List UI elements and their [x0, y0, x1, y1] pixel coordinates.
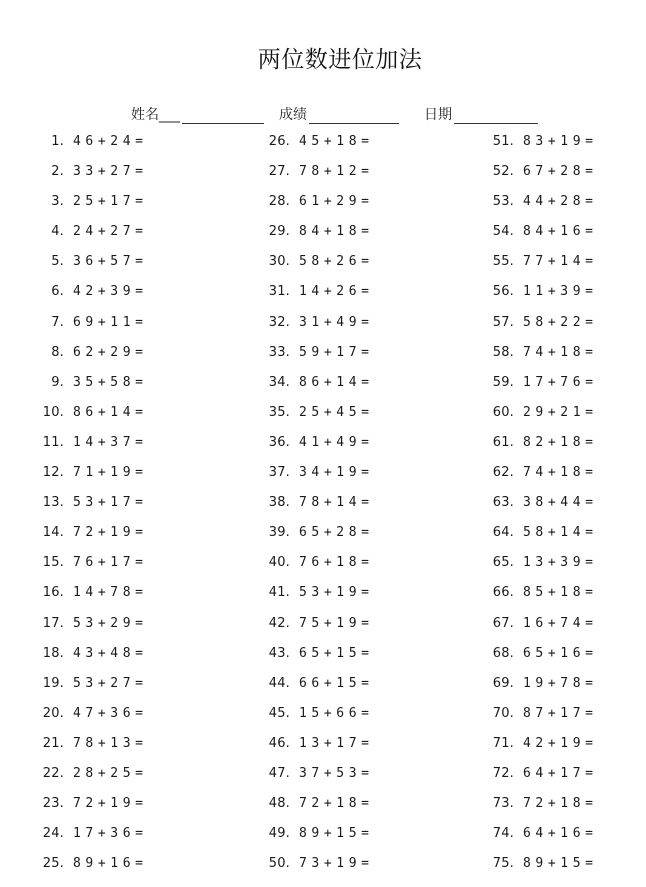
problem-row [0, 434, 180, 464]
problem-row [226, 645, 406, 675]
problem-expression: 73+19= [299, 856, 374, 872]
problem-expression: 65+15= [299, 645, 374, 661]
problem-number: 38. [268, 495, 290, 511]
problem-expression: 53+29= [73, 615, 148, 631]
problem-number: 21. [42, 735, 64, 751]
problem-expression: 46+24= [73, 134, 148, 149]
problem-row [0, 193, 180, 223]
problem-number: 37. [268, 465, 290, 481]
problem-expression: 35+58= [73, 374, 148, 390]
problem-row [226, 825, 406, 855]
problem-row [226, 283, 406, 313]
problem-expression: 74+18= [523, 465, 598, 481]
problem-number: 59. [492, 374, 514, 390]
problem-number: 47. [268, 765, 290, 781]
problem-row [0, 584, 180, 614]
problem-number: 19. [42, 675, 64, 691]
problem-number: 23. [42, 796, 64, 812]
problem-row [0, 344, 180, 374]
problem-row [226, 735, 406, 765]
problem-expression: 84+16= [523, 224, 598, 240]
problem-expression: 69+11= [73, 314, 148, 330]
problem-expression: 66+15= [299, 675, 374, 691]
problem-number: 26. [268, 134, 290, 149]
problem-expression: 16+74= [523, 615, 598, 631]
problem-expression: 87+17= [523, 705, 598, 721]
problem-row [226, 494, 406, 524]
problem-number: 14. [42, 525, 64, 541]
problem-number: 17. [42, 615, 64, 631]
problem-number: 69. [492, 675, 514, 691]
problem-number: 68. [492, 645, 514, 661]
problem-expression: 19+78= [523, 675, 598, 691]
problem-expression: 77+14= [523, 254, 598, 270]
problem-expression: 29+21= [523, 404, 598, 420]
problem-expression: 28+25= [73, 765, 148, 781]
problem-row [0, 795, 180, 825]
problem-number: 12. [42, 465, 64, 481]
problem-number: 13. [42, 495, 64, 511]
problem-number: 63. [492, 495, 514, 511]
problem-row [226, 163, 406, 193]
problem-row [450, 163, 630, 193]
date-blank-line[interactable] [454, 109, 538, 124]
problem-expression: 24+27= [73, 224, 148, 240]
problem-expression: 76+18= [299, 555, 374, 571]
problem-expression: 37+53= [299, 765, 374, 781]
problem-number: 27. [268, 164, 290, 180]
problem-expression: 13+39= [523, 555, 598, 571]
score-blank-line[interactable] [309, 109, 399, 124]
problem-number: 22. [42, 765, 64, 781]
problem-number: 28. [268, 194, 290, 210]
problem-number: 49. [268, 826, 290, 842]
problem-expression: 41+49= [299, 434, 374, 450]
problem-row [450, 554, 630, 584]
problem-number: 29. [268, 224, 290, 240]
problem-expression: 78+14= [299, 495, 374, 511]
date-label: 日期 [424, 107, 452, 123]
problem-number: 30. [268, 254, 290, 270]
problem-row [450, 344, 630, 374]
problem-expression: 58+22= [523, 314, 598, 330]
problem-row [226, 404, 406, 434]
problem-row [0, 705, 180, 735]
date-field [424, 104, 538, 124]
problem-row [0, 855, 180, 885]
problem-number: 72. [492, 765, 514, 781]
problem-expression: 62+29= [73, 344, 148, 360]
problem-number: 43. [268, 645, 290, 661]
problem-expression: 72+19= [73, 796, 148, 812]
problem-expression: 72+19= [73, 525, 148, 541]
problem-row [0, 494, 180, 524]
score-field [279, 104, 399, 124]
problem-number: 34. [268, 374, 290, 390]
problem-expression: 14+78= [73, 585, 148, 601]
problem-number: 53. [492, 194, 514, 210]
problem-number: 20. [42, 705, 64, 721]
problem-row [226, 193, 406, 223]
problem-number: 64. [492, 525, 514, 541]
problem-number: 65. [492, 555, 514, 571]
problem-number: 32. [268, 314, 290, 330]
problem-row [450, 494, 630, 524]
problem-row [0, 464, 180, 494]
problem-expression: 42+19= [523, 735, 598, 751]
problem-expression: 85+18= [523, 585, 598, 601]
problem-expression: 89+16= [73, 856, 148, 872]
problem-row [0, 675, 180, 705]
problem-row [450, 615, 630, 645]
problem-row [226, 615, 406, 645]
problem-number: 24. [42, 826, 64, 842]
problem-expression: 45+18= [299, 134, 374, 149]
problem-expression: 25+17= [73, 194, 148, 210]
problem-expression: 78+13= [73, 735, 148, 751]
score-label: 成绩 [279, 107, 307, 123]
problem-row [450, 524, 630, 554]
problem-expression: 53+27= [73, 675, 148, 691]
problem-row [450, 283, 630, 313]
problem-number: 15. [42, 555, 64, 571]
problem-row [226, 133, 406, 163]
problem-expression: 78+12= [299, 164, 374, 180]
problem-number: 33. [268, 344, 290, 360]
problem-row [450, 855, 630, 885]
problem-number: 8. [51, 344, 64, 360]
problem-row [450, 765, 630, 795]
problem-number: 35. [268, 404, 290, 420]
problem-row [226, 584, 406, 614]
problem-expression: 72+18= [299, 796, 374, 812]
problem-number: 48. [268, 796, 290, 812]
problem-expression: 86+14= [299, 374, 374, 390]
problem-row [0, 765, 180, 795]
problem-expression: 53+19= [299, 585, 374, 601]
problem-expression: 89+15= [299, 826, 374, 842]
problem-row [0, 645, 180, 675]
problem-number: 61. [492, 434, 514, 450]
problem-number: 18. [42, 645, 64, 661]
problem-number: 57. [492, 314, 514, 330]
problem-number: 5. [51, 254, 64, 270]
problem-column-2 [226, 133, 406, 885]
problem-expression: 53+17= [73, 495, 148, 511]
problem-expression: 65+16= [523, 645, 598, 661]
problem-row [0, 223, 180, 253]
problem-expression: 42+39= [73, 284, 148, 300]
problem-row [450, 584, 630, 614]
problem-expression: 86+14= [73, 404, 148, 420]
problem-number: 41. [268, 585, 290, 601]
problem-number: 40. [268, 555, 290, 571]
problem-number: 58. [492, 344, 514, 360]
problem-row [226, 524, 406, 554]
name-blank-line[interactable] [182, 109, 264, 124]
problem-column-1 [0, 133, 180, 885]
problem-expression: 38+44= [523, 495, 598, 511]
problem-row [0, 404, 180, 434]
problem-row [450, 795, 630, 825]
problem-expression: 58+26= [299, 254, 374, 270]
problem-row [226, 314, 406, 344]
problem-row [0, 615, 180, 645]
problem-row [450, 314, 630, 344]
problem-row [226, 855, 406, 885]
problem-number: 74. [492, 826, 514, 842]
problem-row [0, 374, 180, 404]
problem-expression: 36+57= [73, 254, 148, 270]
name-label: 姓名___ [131, 107, 180, 123]
problem-number: 50. [268, 856, 290, 872]
problem-row [226, 554, 406, 584]
problem-number: 55. [492, 254, 514, 270]
problem-number: 44. [268, 675, 290, 691]
problem-row [0, 554, 180, 584]
problem-expression: 44+28= [523, 194, 598, 210]
problem-number: 75. [492, 856, 514, 872]
problem-row [0, 163, 180, 193]
problem-row [450, 133, 630, 163]
problem-row [0, 524, 180, 554]
problem-number: 31. [268, 284, 290, 300]
problem-number: 46. [268, 735, 290, 751]
problem-row [450, 735, 630, 765]
problem-expression: 83+19= [523, 134, 598, 149]
problem-number: 11. [42, 434, 64, 450]
problem-number: 39. [268, 525, 290, 541]
problem-number: 10. [42, 404, 64, 420]
problem-number: 73. [492, 796, 514, 812]
problem-number: 60. [492, 404, 514, 420]
problem-number: 71. [492, 735, 514, 751]
problem-row [450, 223, 630, 253]
problem-row [0, 283, 180, 313]
problem-number: 4. [51, 224, 64, 240]
problem-expression: 67+28= [523, 164, 598, 180]
problem-row [226, 223, 406, 253]
problem-number: 70. [492, 705, 514, 721]
problem-row [0, 133, 180, 163]
problem-expression: 84+18= [299, 224, 374, 240]
problem-expression: 17+36= [73, 826, 148, 842]
problem-number: 45. [268, 705, 290, 721]
problem-expression: 14+37= [73, 434, 148, 450]
problem-number: 67. [492, 615, 514, 631]
problem-expression: 43+48= [73, 645, 148, 661]
problem-number: 52. [492, 164, 514, 180]
problem-expression: 13+17= [299, 735, 374, 751]
problem-row [226, 344, 406, 374]
problem-row [450, 645, 630, 675]
problem-row [450, 193, 630, 223]
problem-row [450, 705, 630, 735]
problem-row [450, 825, 630, 855]
problem-number: 66. [492, 585, 514, 601]
problem-column-3 [450, 133, 630, 885]
problem-row [226, 765, 406, 795]
problem-expression: 59+17= [299, 344, 374, 360]
problem-number: 1. [51, 134, 64, 149]
problem-number: 16. [42, 585, 64, 601]
problem-number: 36. [268, 434, 290, 450]
problem-expression: 61+29= [299, 194, 374, 210]
problem-number: 9. [51, 374, 64, 390]
problem-row [450, 675, 630, 705]
problem-expression: 58+14= [523, 525, 598, 541]
problem-row [226, 434, 406, 464]
problem-number: 42. [268, 615, 290, 631]
problem-expression: 75+19= [299, 615, 374, 631]
problem-row [226, 795, 406, 825]
problem-number: 51. [492, 134, 514, 149]
worksheet-title: 两位数进位加法 [257, 47, 423, 73]
problem-expression: 64+17= [523, 765, 598, 781]
problem-expression: 25+45= [299, 404, 374, 420]
problem-expression: 15+66= [299, 705, 374, 721]
problem-expression: 65+28= [299, 525, 374, 541]
problem-number: 6. [51, 284, 64, 300]
problem-number: 62. [492, 465, 514, 481]
problem-row [226, 253, 406, 283]
problem-expression: 11+39= [523, 284, 598, 300]
problem-expression: 71+19= [73, 465, 148, 481]
problem-expression: 31+49= [299, 314, 374, 330]
problem-expression: 17+76= [523, 374, 598, 390]
problem-number: 7. [51, 314, 64, 330]
problem-expression: 89+15= [523, 856, 598, 872]
problem-expression: 64+16= [523, 826, 598, 842]
name-field [131, 104, 264, 124]
problem-expression: 47+36= [73, 705, 148, 721]
problem-row [450, 374, 630, 404]
problem-row [0, 314, 180, 344]
problem-expression: 72+18= [523, 796, 598, 812]
problem-row [0, 735, 180, 765]
problem-row [226, 675, 406, 705]
problem-number: 54. [492, 224, 514, 240]
problem-row [450, 464, 630, 494]
problem-number: 2. [51, 164, 64, 180]
problem-expression: 34+19= [299, 465, 374, 481]
problem-row [226, 705, 406, 735]
problem-expression: 33+27= [73, 164, 148, 180]
problem-row [450, 434, 630, 464]
problem-number: 25. [42, 856, 64, 872]
problem-expression: 82+18= [523, 434, 598, 450]
problem-number: 3. [51, 194, 64, 210]
problem-number: 56. [492, 284, 514, 300]
problem-row [450, 253, 630, 283]
problem-expression: 76+17= [73, 555, 148, 571]
problem-row [0, 825, 180, 855]
problem-row [226, 374, 406, 404]
problem-row [450, 404, 630, 434]
problem-row [226, 464, 406, 494]
problem-row [0, 253, 180, 283]
problem-expression: 74+18= [523, 344, 598, 360]
problem-expression: 14+26= [299, 284, 374, 300]
